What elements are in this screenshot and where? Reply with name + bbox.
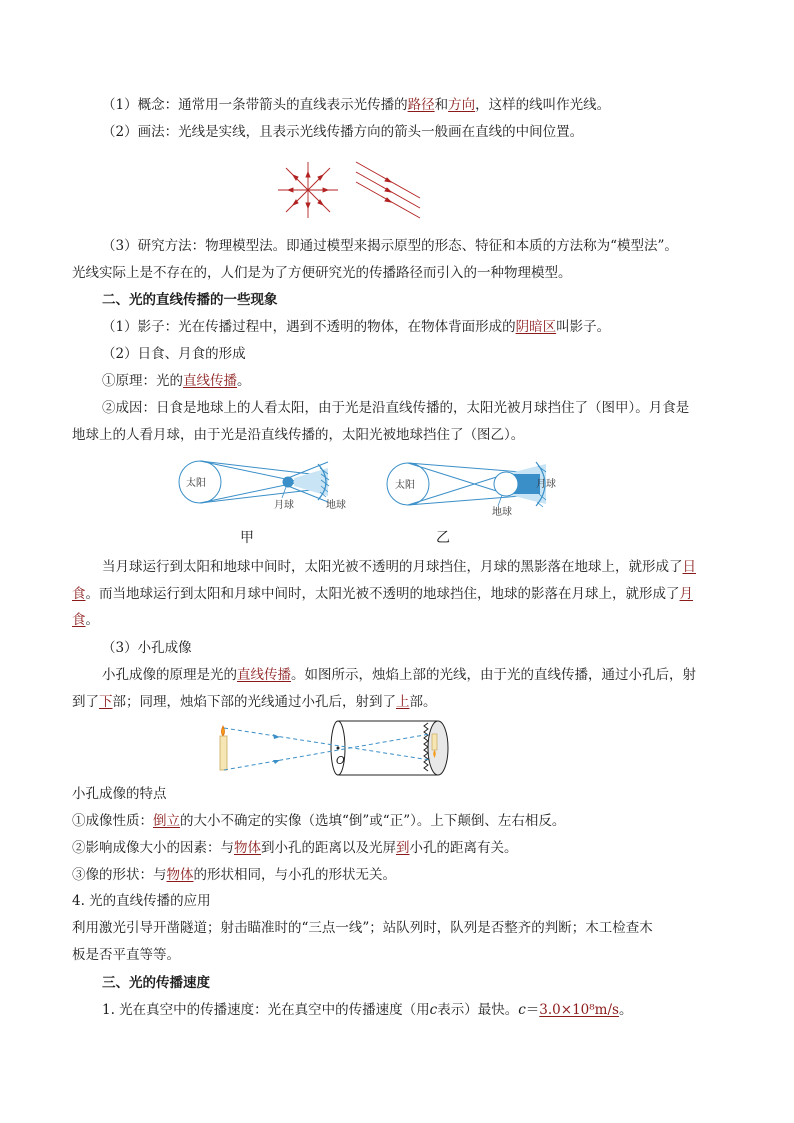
when-line-1: 当月球运行到太阳和地球中间时，太阳光被不透明的月球挡住，月球的黑影落在地球上，就形成了日	[102, 559, 696, 575]
application-title: 4. 光的直线传播的应用	[72, 893, 211, 909]
answer-object-shape: 物体	[166, 867, 194, 883]
when-line-3: 食。	[72, 612, 99, 628]
candle-body	[220, 736, 227, 770]
answer-direction: 方向	[448, 97, 476, 113]
candle-flame-icon	[222, 726, 225, 736]
answer-speed: 3.0×10⁸m/s	[539, 1002, 619, 1018]
answer-dark-area: 阴暗区	[515, 319, 557, 335]
pinhole-line-1: 小孔成像的原理是光的直线传播。如图所示，烛焰上部的光线，由于光的直线传播，通过小孔后，射	[102, 667, 696, 683]
section-heading-3: 三、光的传播速度	[102, 975, 210, 991]
screen-end	[428, 721, 448, 775]
inverted-candle	[432, 734, 437, 750]
features-title: 小孔成像的特点	[72, 786, 167, 802]
shadow-line: （1）影子：光在传播过程中，遇到不透明的物体，在物体背面形成的阴暗区叫影子。	[102, 319, 611, 335]
light-ray-upper	[224, 728, 430, 760]
solar-eclipse-figure	[178, 460, 388, 518]
answer-lower: 下	[99, 694, 113, 710]
answer-straight-line: 直线传播	[183, 373, 237, 389]
sun-label: 太阳	[395, 480, 415, 491]
size-line: ②影响成像大小的因素：与物体到小孔的距离以及光屏到小孔的距离有关。	[72, 840, 518, 856]
cause-line-2: 地球上的人看月球，由于光是沿直线传播的，太阳光被地球挡住了（图乙）。	[72, 427, 525, 443]
earth-circle	[494, 472, 518, 496]
screen-serration	[424, 723, 428, 771]
principle-line: ①原理：光的直线传播。	[102, 373, 251, 389]
answer-path: 路径	[407, 97, 435, 113]
arrow-head	[306, 203, 310, 208]
moon-label: 月球	[274, 500, 294, 511]
cause-line-1: ②成因：日食是地球上的人看太阳，由于光是沿直线传播的，太阳光被月球挡住了（图甲）。月食是	[102, 400, 690, 416]
arrow-head	[273, 734, 280, 739]
method-line-1: （3）研究方法：物理模型法。即通过模型来揭示原型的形态、特征和本质的方法称为“模型法”。	[102, 238, 678, 254]
earth-label: 地球	[326, 500, 346, 511]
earth-label: 地球	[492, 507, 512, 518]
application-line-2: 板是否平直等等。	[72, 947, 180, 963]
pinhole-label: O	[336, 754, 345, 767]
sun-label: 太阳	[186, 478, 206, 489]
ray-diagram-figure	[270, 160, 430, 222]
arrow-head	[273, 760, 280, 764]
arrow-head	[288, 188, 293, 192]
lunar-eclipse-figure	[386, 460, 586, 522]
answer-inverted: 倒立	[153, 813, 180, 829]
caption-a: 甲	[240, 530, 254, 546]
moon-label: 月球	[536, 479, 556, 490]
section-heading-2: 二、光的直线传播的一些现象	[102, 292, 278, 308]
pinhole-title: （3）小孔成像	[102, 640, 192, 656]
pinhole-point	[337, 747, 340, 750]
nature-line: ①成像性质：倒立的大小不确定的实像（选填“倒”或“正”）。上下颠倒、左右相反。	[72, 813, 566, 829]
arrow-head	[306, 172, 310, 177]
earth-pointer	[498, 495, 502, 506]
shape-line: ③像的形状：与物体的形状相同，与小孔的形状无关。	[72, 867, 396, 883]
speed-line: 1. 光在真空中的传播速度：光在真空中的传播速度（用c表示）最快。c＝3.0×10⁸m/s。	[102, 1002, 633, 1018]
answer-upper: 上	[396, 694, 410, 710]
application-line-1: 利用激光引导开凿隧道；射击瞄准时的“三点一线”；站队列时，队列是否整齐的判断；木工检查木	[72, 920, 653, 936]
answer-solar: 日	[682, 559, 696, 575]
concept-line: （1）概念：通常用一条带箭头的直线表示光传播的路径和方向，这样的线叫作光线。	[102, 97, 611, 113]
caption-b: 乙	[436, 530, 450, 546]
when-line-2: 食。而当地球运行到太阳和月球中间时，太阳光被不透明的地球挡住，地球的影落在月球上，就形成了月	[72, 586, 693, 602]
moon-circle	[283, 477, 293, 487]
answer-straight-line: 直线传播	[237, 667, 291, 683]
answer-lunar: 月	[679, 586, 693, 602]
answer-object: 物体	[234, 840, 261, 856]
pinhole-line-2: 到了下部；同理，烛焰下部的光线通过小孔后，射到了上部。	[72, 694, 437, 710]
arrow-head	[323, 188, 328, 192]
draw-rule-line: （2）画法：光线是实线，且表示光线传播方向的箭头一般画在直线的中间位置。	[102, 124, 584, 140]
eclipse-title: （2）日食、月食的形成	[102, 346, 246, 362]
method-line-2: 光线实际上是不存在的，人们是为了方便研究光的传播路径而引入的一种物理模型。	[72, 265, 572, 281]
light-ray-lower	[224, 734, 430, 770]
pinhole-figure	[210, 718, 460, 780]
